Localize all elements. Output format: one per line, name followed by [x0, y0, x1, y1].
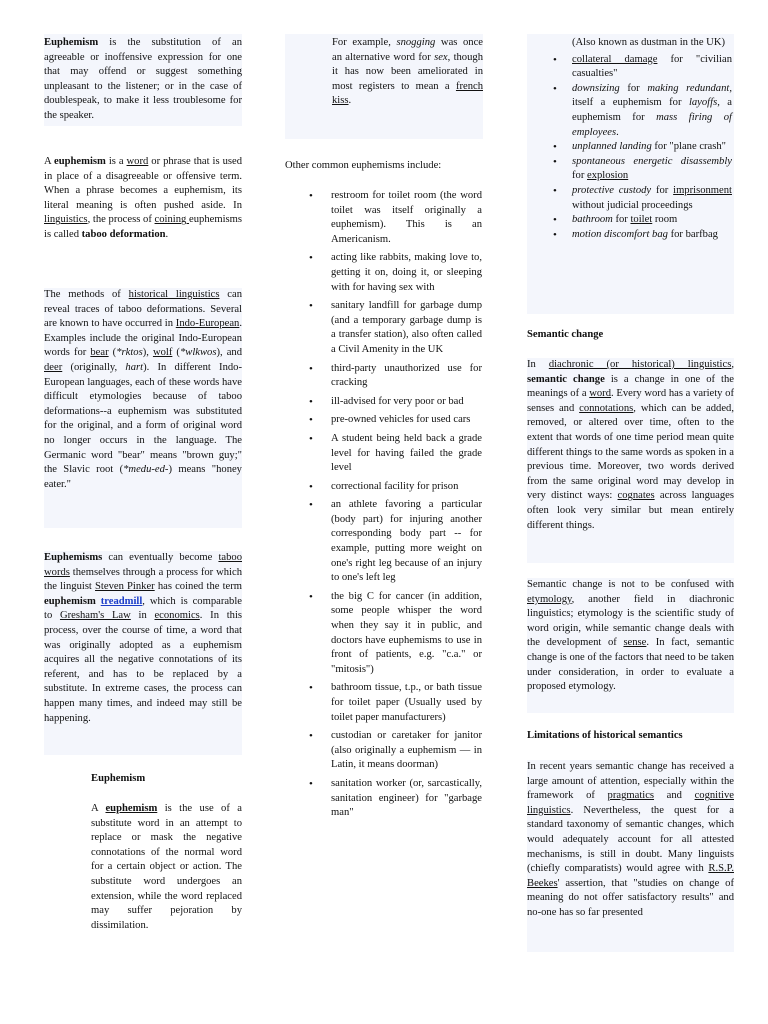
paragraph-historical	[44, 288, 242, 492]
link-taboo-words[interactable]: taboo words	[44, 552, 242, 578]
text: is the use of a substitute word in an attempt to replace or mask the negative connotations of the normal word for a certain object or action. The substitute word undergoes an extension, while the word replaced may suffer pejoration by dissimilation.	[91, 803, 242, 931]
semantic-box	[527, 358, 734, 563]
text: for	[619, 82, 648, 94]
link-deer[interactable]: deer	[44, 361, 63, 373]
text-rktos: *rktos	[116, 347, 143, 359]
list-item: • correctional facility for prison	[331, 480, 482, 495]
text: ). In different Indo-European languages, each of these words have difficult etymologies because of taboo deformations--a euphemism was substituted for the original, and a form of original word no longer occurs in the language. The Germanic word "bear" means "brown guy;" the Slavic root (	[44, 361, 242, 476]
list-item: • the big C for cancer (in addition, some people whisper the word when they say it in public, and doctors have euphemisms to use in front of patients, e.g. "c.a." or "mitosis")	[331, 590, 482, 678]
link-word[interactable]: word	[589, 388, 612, 400]
text: .	[348, 95, 352, 107]
list-item: • custodian or caretaker for janitor (also originally a euphemism — in Latin, it means doorman)	[331, 729, 482, 773]
paragraph-limitations	[527, 760, 734, 921]
text: was once an alternative word for	[332, 37, 483, 63]
text: without judicial proceedings	[572, 199, 693, 211]
list-item: • an athlete favoring a particular (body part) for injuring another corresponding body part -- for example, putting more weight on one's right leg because of an injury to one's left leg	[331, 498, 482, 586]
text-making-redundant: making redundant	[647, 82, 730, 94]
continued-text: (Also known as dustman in the UK)	[572, 37, 726, 48]
text: For example,	[332, 37, 397, 48]
link-french-kiss[interactable]: french kiss	[332, 80, 483, 107]
list-item: • restroom for toilet room (the word toilet was itself originally a euphemism). This is an Americanism.	[331, 189, 482, 247]
section-heading-limitations: Limitations of historical semantics	[527, 730, 683, 741]
text: , which is comparable to	[44, 595, 242, 622]
limitations-box	[527, 760, 734, 952]
text: , a euphemism for	[572, 97, 733, 123]
continued-list-box	[527, 34, 734, 314]
link-sense[interactable]: sense	[623, 637, 647, 649]
text: In	[527, 359, 549, 370]
text: can reveal traces of taboo deformations. Several are known to have occurred in	[44, 289, 243, 330]
text: ), and	[216, 347, 242, 359]
treadmill-box	[44, 551, 242, 755]
list-item: • pre-owned vehicles for used cars	[331, 413, 482, 428]
list-item: • sanitation worker (or, sarcastically, sanitation engineer) for "garbage man"	[331, 777, 482, 821]
text-bathroom: bathroom	[572, 214, 613, 226]
text: (originally,	[62, 361, 126, 373]
term-taboo-deformation: taboo deformation	[81, 228, 166, 240]
link-cognitive-linguistics[interactable]: cognitive linguistics	[527, 790, 734, 816]
intro-text: is the substitution of an agreeable or inoffensive expression for one that may offend or suggest something unpleasant to the listener; or in the case of doublespeak, to make it less troublesome for the speaker.	[44, 37, 242, 121]
text-wlkwos: *wlkwos	[179, 347, 217, 359]
text: is a	[105, 156, 127, 167]
text: , itself a euphemism for	[572, 82, 732, 109]
term-euphemism: euphemism	[54, 156, 106, 167]
text-hart: hart	[125, 361, 144, 373]
text: room	[652, 214, 678, 226]
text: for "civilian casualties"	[572, 53, 732, 80]
link-bear[interactable]: bear	[90, 347, 109, 359]
link-historical-linguistics[interactable]: historical linguistics	[128, 289, 220, 300]
text: In recent years semantic change has received a large amount of attention, especially within the framework of	[527, 761, 734, 802]
term-euphemism: euphemism	[44, 595, 96, 607]
link-cognates[interactable]: cognates	[617, 490, 655, 502]
text-spontaneous-disassembly: spontaneous energetic disassembly	[572, 155, 732, 167]
snogging-box	[285, 34, 483, 139]
link-collateral-damage[interactable]: collateral damage	[572, 53, 658, 65]
text: ' assertion, that "studies on change of meaning do not offer satisfactory results" and no-one has so far presented	[527, 877, 734, 918]
text: can eventually become	[102, 552, 219, 563]
text: . In fact, semantic change is one of the factors that need to be taken under consideration, in order to evaluate a proposed etymology.	[527, 637, 734, 693]
link-linguistics[interactable]: linguistics	[44, 214, 88, 226]
link-coining[interactable]: coining	[154, 214, 190, 226]
text: , the process of	[87, 214, 155, 226]
paragraph-snogging	[285, 34, 483, 109]
text: across languages often look very similar but mean entirely different things.	[527, 490, 734, 531]
list-item	[572, 53, 732, 82]
link-steven-pinker[interactable]: Steven Pinker	[95, 581, 155, 593]
text: . In this process, over the course of time, a word that was originally adopted as a euphemism acquires all the negative connotations of its referent, and has to be replaced by a substitute. In extreme cases, the process can happen many times, and indeed may still be happening.	[44, 610, 243, 724]
link-wolf[interactable]: wolf	[152, 347, 173, 359]
link-rsp-beekes[interactable]: R.S.P. Beekes	[527, 863, 734, 889]
text: for	[651, 184, 674, 196]
list-item	[572, 82, 732, 140]
link-explosion[interactable]: explosion	[587, 170, 629, 182]
text: The methods of	[44, 289, 129, 300]
paragraph-definition	[44, 155, 242, 243]
text: (	[108, 347, 117, 359]
paragraph-treadmill	[44, 551, 242, 726]
text-layoffs: layoffs	[688, 97, 718, 109]
link-pragmatics[interactable]: pragmatics	[607, 790, 655, 802]
text-downsizing: downsizing	[572, 82, 620, 94]
text-motion-discomfort-bag: motion discomfort bag	[572, 228, 668, 240]
text: themselves through a process for which the linguist	[44, 566, 242, 593]
intro-box	[44, 34, 242, 126]
link-diachronic-linguistics[interactable]: diachronic (or historical) linguistics	[548, 359, 732, 370]
link-connotations[interactable]: connotations	[579, 402, 634, 414]
text: A	[44, 156, 55, 167]
text: ),	[142, 347, 153, 359]
euphemism-list	[331, 189, 482, 821]
link-economics[interactable]: economics	[154, 610, 200, 622]
text-protective-custody: protective custody	[572, 184, 652, 196]
list-item: • ill-advised for very poor or bad	[331, 395, 482, 410]
text-mass-firing: mass firing of employees	[572, 111, 732, 138]
list-item: • acting like rabbits, making love to, getting it on, doing it, or sleeping with for having sex with	[331, 251, 482, 295]
text-unplanned-landing: unplanned landing	[572, 141, 652, 153]
list-item: • A student being held back a grade level for having failed the grade level	[331, 432, 482, 476]
text: and	[654, 790, 695, 802]
text: for	[572, 170, 588, 182]
etymology-box	[527, 578, 734, 713]
historical-box	[44, 288, 242, 528]
euphemism-list-continued	[572, 53, 732, 243]
link-word[interactable]: word	[126, 156, 149, 167]
text: .	[616, 126, 619, 138]
text: .	[165, 228, 169, 240]
list-item: • bathroom tissue, t.p., or bath tissue for toilet paper (Usually used by toilet paper manufacturers)	[331, 681, 482, 725]
list-intro: Other common euphemisms include:	[285, 160, 442, 171]
list-item	[572, 184, 732, 213]
link-etymology[interactable]: etymology	[527, 593, 572, 605]
text: for	[612, 214, 631, 226]
list-item	[572, 140, 732, 155]
list-item	[572, 213, 732, 228]
section-heading-semantic-change: Semantic change	[527, 329, 604, 340]
text-sex: sex	[434, 51, 448, 63]
text: . Every word has a variety of senses and	[527, 388, 734, 414]
link-greshams-law[interactable]: Gresham's Law	[59, 610, 131, 622]
term-euphemism: Euphemism	[44, 37, 99, 48]
term-euphemisms: Euphemisms	[44, 552, 103, 563]
text: euphemisms is called	[44, 214, 242, 240]
list-item	[572, 155, 732, 184]
link-toilet[interactable]: toilet	[630, 214, 653, 226]
text: is a change in one of the meanings of a	[527, 373, 734, 400]
list-item: • sanitary landfill for garbage dump (and a temporary garbage dump is a transfer station), also often called a Civil Amenity in the UK	[331, 299, 482, 357]
paragraph-semantic-change	[527, 358, 734, 533]
text-snogging: snogging	[396, 37, 436, 48]
term-semantic-change: semantic change	[527, 373, 605, 385]
text: ) means "honey eater."	[44, 464, 242, 490]
text: (	[172, 347, 180, 359]
link-indo-european[interactable]: Indo-European	[175, 318, 240, 330]
text: , another field in diachronic linguistics; etymology is the scientific study of word origin, while semantic change deals with the development of	[527, 593, 734, 649]
link-euphemism[interactable]: euphemism	[105, 803, 158, 814]
link-treadmill[interactable]: treadmill	[100, 595, 143, 607]
text: . Nevertheless, the quest for a standard taxonomy of semantic changes, which would adequately account for all attested mechanisms, is still in doubt. Many linguists (chiefly comparatists) would agree with	[527, 804, 734, 875]
text: A	[91, 803, 106, 814]
text: Semantic change is not to be confused with	[527, 579, 734, 590]
text: for "plane crash"	[651, 141, 726, 153]
section-heading-euphemism: Euphemism	[91, 773, 146, 784]
text: or phrase that is used in place of a disagreeable or offensive term. When a phrase becomes a euphemism, its literal meaning is often pushed aside. In	[44, 156, 243, 211]
text: . Examples include the original Indo-European words for	[44, 318, 242, 359]
text: ,	[731, 359, 734, 370]
list-item	[572, 228, 732, 243]
text: , though it has now been ameliorated in most registers to mean a	[332, 51, 483, 92]
text: , which can be added, removed, or altered over time, often to the extent that words of one time period mean quite different things to the same words as spoken in a previous time. Moreover, two words derived from the same original word may develop in very distinct ways:	[527, 402, 734, 502]
text: has coined the term	[154, 581, 243, 593]
list-item: • third-party unauthorized use for cracking	[331, 362, 482, 391]
text: for barfbag	[667, 228, 718, 240]
text-medu-ed: *medu-ed-	[123, 464, 169, 476]
intro-paragraph	[44, 34, 242, 124]
paragraph-substitute	[91, 802, 242, 933]
text: in	[130, 610, 155, 622]
paragraph-etymology	[527, 578, 734, 695]
link-imprisonment[interactable]: imprisonment	[673, 184, 732, 196]
